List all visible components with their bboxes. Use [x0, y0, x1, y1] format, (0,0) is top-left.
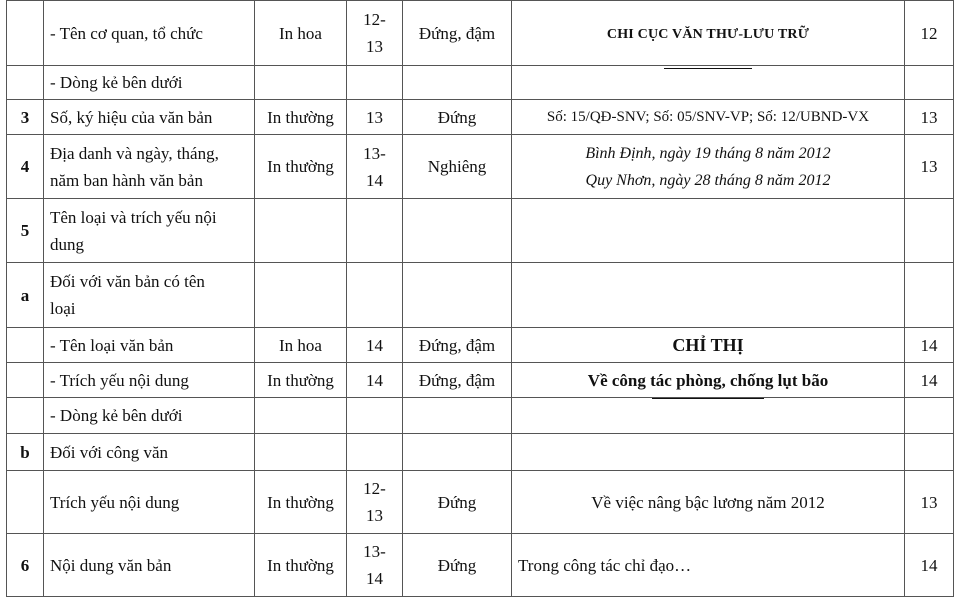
example-cell: Về việc nâng bậc lương năm 2012	[512, 471, 905, 534]
item-line: loại	[50, 299, 76, 318]
style-cell	[403, 434, 512, 471]
table-row	[7, 135, 954, 199]
row-number	[7, 398, 44, 434]
size-line: 13-	[363, 542, 386, 561]
example-size-cell	[905, 398, 954, 434]
case-cell	[255, 199, 347, 263]
row-number	[7, 363, 44, 398]
underline-rule	[664, 68, 752, 69]
row-number: 4	[7, 135, 44, 199]
item-line: dung	[50, 234, 84, 254]
example-cell: Trong công tác chỉ đạo…	[512, 534, 905, 597]
style-cell: Nghiêng	[403, 135, 512, 199]
style-cell	[403, 398, 512, 434]
style-cell: Đứng, đậm	[403, 1, 512, 66]
case-cell: In thường	[255, 534, 347, 597]
size-cell	[347, 263, 403, 328]
example-size-cell: 13	[905, 100, 954, 135]
row-number: 3	[7, 100, 44, 135]
table-row	[7, 328, 954, 363]
size-cell	[347, 434, 403, 471]
style-cell: Đứng	[403, 534, 512, 597]
row-number	[7, 471, 44, 534]
example-cell: CHỈ THỊ	[512, 328, 905, 363]
example-size-cell: 13	[905, 135, 954, 199]
case-cell: In thường	[255, 471, 347, 534]
example-org-name: CHI CỤC VĂN THƯ-LƯU TRỮ	[606, 26, 810, 42]
size-line: 14	[366, 170, 383, 190]
example-cell	[512, 135, 905, 199]
example-size-cell: 13	[905, 471, 954, 534]
size-cell	[347, 199, 403, 263]
example-cell	[512, 263, 905, 328]
example-cell: Số: 15/QĐ-SNV; Số: 05/SNV-VP; Số: 12/UBND-VX	[512, 100, 905, 135]
item-cell: - Dòng kẻ bên dưới	[44, 398, 255, 434]
row-number: a	[7, 263, 44, 328]
example-cell	[512, 199, 905, 263]
row-number	[7, 66, 44, 100]
item-cell: Nội dung văn bản	[44, 534, 255, 597]
item-cell	[44, 263, 255, 328]
case-cell: In thường	[255, 135, 347, 199]
style-cell: Đứng	[403, 471, 512, 534]
size-cell	[347, 66, 403, 100]
row-number	[7, 1, 44, 66]
size-cell	[347, 534, 403, 597]
example-size-cell: 14	[905, 328, 954, 363]
example-size-cell	[905, 199, 954, 263]
case-cell: In hoa	[255, 1, 347, 66]
example-cell	[512, 398, 905, 434]
table-row	[7, 100, 954, 135]
size-line: 13-	[363, 143, 386, 163]
item-cell: - Tên loại văn bản	[44, 328, 255, 363]
example-size-cell: 12	[905, 1, 954, 66]
table-row	[7, 1, 954, 66]
example-line: Quy Nhơn, ngày 28 tháng 8 năm 2012	[585, 171, 831, 189]
table-row	[7, 263, 954, 328]
item-line: năm ban hành văn bản	[50, 170, 203, 190]
item-line: Tên loại và trích yếu nội	[50, 207, 217, 227]
style-cell: Đứng, đậm	[403, 363, 512, 398]
style-cell	[403, 66, 512, 100]
example-cell	[512, 1, 905, 66]
example-line: Bình Định, ngày 19 tháng 8 năm 2012	[585, 144, 831, 162]
table-row	[7, 434, 954, 471]
case-cell	[255, 398, 347, 434]
style-cell	[403, 199, 512, 263]
case-cell	[255, 66, 347, 100]
size-line: 14	[366, 569, 383, 588]
table-row	[7, 66, 954, 100]
row-number: 6	[7, 534, 44, 597]
underline-rule	[652, 398, 764, 399]
item-cell: - Tên cơ quan, tổ chức	[44, 1, 255, 66]
case-cell	[255, 263, 347, 328]
size-line: 12-	[363, 479, 386, 498]
size-cell	[347, 1, 403, 66]
case-cell	[255, 434, 347, 471]
table-row	[7, 471, 954, 534]
item-cell: - Trích yếu nội dung	[44, 363, 255, 398]
item-line: Đối với văn bản có tên	[50, 272, 205, 291]
table-row	[7, 199, 954, 263]
item-cell: - Dòng kẻ bên dưới	[44, 66, 255, 100]
style-cell: Đứng	[403, 100, 512, 135]
item-cell	[44, 135, 255, 199]
size-cell: 14	[347, 363, 403, 398]
size-cell	[347, 135, 403, 199]
size-cell	[347, 471, 403, 534]
example-size-cell	[905, 263, 954, 328]
item-cell: Trích yếu nội dung	[44, 471, 255, 534]
size-cell: 13	[347, 100, 403, 135]
formatting-table	[6, 0, 954, 597]
size-line: 12- 13	[363, 10, 386, 56]
item-cell: Đối với công văn	[44, 434, 255, 471]
example-size-cell	[905, 66, 954, 100]
item-cell	[44, 199, 255, 263]
item-cell: Số, ký hiệu của văn bản	[44, 100, 255, 135]
table-row	[7, 398, 954, 434]
style-cell: Đứng, đậm	[403, 328, 512, 363]
example-cell	[512, 66, 905, 100]
size-cell: 14	[347, 328, 403, 363]
case-cell: In thường	[255, 100, 347, 135]
size-cell	[347, 398, 403, 434]
example-size-cell: 14	[905, 534, 954, 597]
row-number: b	[7, 434, 44, 471]
example-size-cell	[905, 434, 954, 471]
row-number: 5	[7, 199, 44, 263]
example-size-cell: 14	[905, 363, 954, 398]
row-number	[7, 328, 44, 363]
case-cell: In hoa	[255, 328, 347, 363]
size-line: 13	[366, 506, 383, 525]
example-cell: Về công tác phòng, chống lụt bão	[512, 363, 905, 398]
case-cell: In thường	[255, 363, 347, 398]
table-row	[7, 363, 954, 398]
item-line: Địa danh và ngày, tháng,	[50, 143, 219, 163]
table-row	[7, 534, 954, 597]
example-cell	[512, 434, 905, 471]
style-cell	[403, 263, 512, 328]
